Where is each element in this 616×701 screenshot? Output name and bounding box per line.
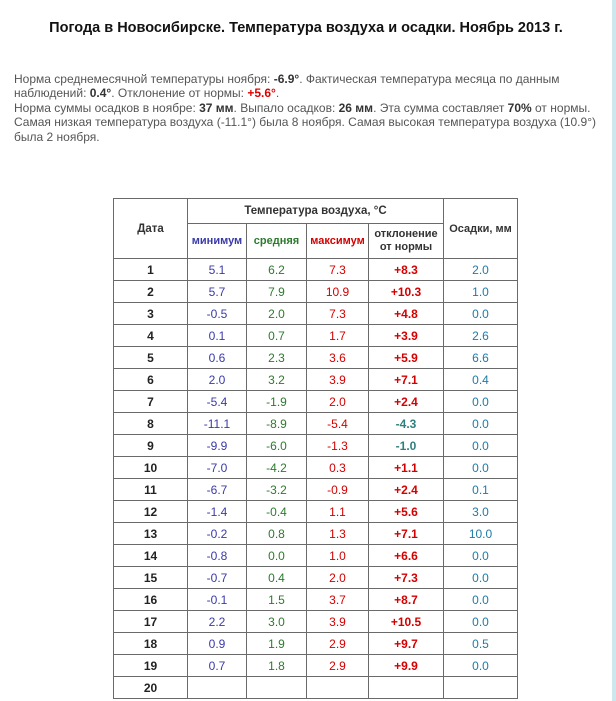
cell-deviation: +10.3 [369, 281, 444, 303]
weather-table [113, 198, 518, 699]
actual-precipitation: 26 мм [338, 100, 374, 115]
summary-text-part: Норма суммы осадков в ноябре: [14, 100, 200, 115]
cell-precipitation: 2.0 [444, 259, 518, 281]
cell-precipitation: 0.1 [444, 479, 518, 501]
cell-deviation: +2.4 [369, 479, 444, 501]
norm-precipitation: 37 мм [199, 100, 234, 115]
cell-deviation: +5.9 [369, 347, 444, 369]
summary-text-part: Норма среднемесячной температуры ноября: [14, 72, 274, 86]
cell-avg: 0.0 [247, 545, 307, 567]
cell-date: 17 [114, 611, 188, 633]
cell-deviation: +8.3 [369, 259, 444, 281]
cell-date: 10 [114, 457, 188, 479]
cell-date: 15 [114, 567, 188, 589]
cell-max: 0.3 [307, 457, 369, 479]
cell-avg: 1.9 [247, 633, 307, 655]
table-row [114, 413, 518, 435]
cell-max: 3.9 [307, 611, 369, 633]
cell-avg: -4.2 [247, 457, 307, 479]
cell-max: -0.9 [307, 479, 369, 501]
page-title: Погода в Новосибирске. Температура воздуха и осадки. Ноябрь 2013 г. [49, 20, 563, 36]
table-row [114, 677, 518, 699]
table-row [114, 567, 518, 589]
cell-min: 0.6 [188, 347, 247, 369]
cell-avg: 3.0 [247, 611, 307, 633]
cell-date: 19 [114, 655, 188, 677]
table-row [114, 369, 518, 391]
cell-max: 3.7 [307, 589, 369, 611]
cell-min: 5.7 [188, 281, 247, 303]
header-temperature: Температура воздуха, °С [188, 199, 444, 224]
summary-text-part: . [275, 86, 280, 101]
cell-date: 11 [114, 479, 188, 501]
cell-min: -0.2 [188, 523, 247, 545]
cell-date: 5 [114, 347, 188, 369]
cell-precipitation: 1.0 [444, 281, 518, 303]
summary-text-part: . Эта сумма составляет [373, 100, 508, 115]
cell-deviation: +2.4 [369, 391, 444, 413]
summary-precipitation [14, 101, 610, 115]
header-deviation: отклонение от нормы [369, 224, 444, 259]
cell-avg: 6.2 [247, 259, 307, 281]
table-row [114, 325, 518, 347]
norm-temperature: -6.9° [273, 72, 300, 86]
cell-avg: 2.3 [247, 347, 307, 369]
cell-precipitation: 0.4 [444, 369, 518, 391]
cell-date: 1 [114, 259, 188, 281]
cell-max: 1.1 [307, 501, 369, 523]
cell-date: 6 [114, 369, 188, 391]
cell-max: 1.7 [307, 325, 369, 347]
cell-precipitation: 0.0 [444, 435, 518, 457]
header-avg: средняя [247, 224, 307, 259]
cell-max: 1.3 [307, 523, 369, 545]
cell-min: 2.0 [188, 369, 247, 391]
cell-max: 2.0 [307, 391, 369, 413]
cell-avg: 1.5 [247, 589, 307, 611]
cell-min: 0.9 [188, 633, 247, 655]
cell-max: 2.9 [307, 655, 369, 677]
cell-max: -1.3 [307, 435, 369, 457]
cell-max: 7.3 [307, 303, 369, 325]
cell-max: 3.9 [307, 369, 369, 391]
table-row [114, 347, 518, 369]
summary-text-part: от нормы. [531, 100, 591, 115]
cell-deviation: +4.8 [369, 303, 444, 325]
cell-max: 1.0 [307, 545, 369, 567]
cell-max: 7.3 [307, 259, 369, 281]
cell-avg: -1.9 [247, 391, 307, 413]
cell-date: 12 [114, 501, 188, 523]
table-row [114, 435, 518, 457]
cell-min: 2.2 [188, 611, 247, 633]
cell-avg: -6.0 [247, 435, 307, 457]
cell-min: -0.7 [188, 567, 247, 589]
cell-min: -0.1 [188, 589, 247, 611]
summary-extremes: Самая низкая температура воздуха (-11.1°) была 8 ноября. Самая высокая температура воздуха (10.9°) была 2 ноября. [14, 115, 596, 144]
cell-precipitation: 0.0 [444, 611, 518, 633]
summary-text-part: . Фактическая температура месяца по данным наблюдений: [14, 72, 560, 101]
table-row [114, 545, 518, 567]
cell-min: 0.1 [188, 325, 247, 347]
table-row [114, 501, 518, 523]
summary-text [14, 72, 610, 144]
cell-precipitation [444, 677, 518, 699]
cell-precipitation: 0.0 [444, 545, 518, 567]
cell-min [188, 677, 247, 699]
cell-min: -1.4 [188, 501, 247, 523]
table-row [114, 391, 518, 413]
cell-min: -0.8 [188, 545, 247, 567]
cell-precipitation: 0.5 [444, 633, 518, 655]
cell-avg [247, 677, 307, 699]
header-date: Дата [114, 199, 188, 259]
cell-deviation: -4.3 [369, 413, 444, 435]
summary-text-part: . Выпало осадков: [233, 100, 339, 115]
cell-date: 13 [114, 523, 188, 545]
summary-text-part: . Отклонение от нормы: [111, 86, 248, 101]
cell-max [307, 677, 369, 699]
cell-avg: 2.0 [247, 303, 307, 325]
cell-date: 14 [114, 545, 188, 567]
cell-deviation: +10.5 [369, 611, 444, 633]
table-row [114, 655, 518, 677]
cell-avg: -8.9 [247, 413, 307, 435]
cell-deviation [369, 677, 444, 699]
cell-avg: -0.4 [247, 501, 307, 523]
actual-temperature: 0.4° [89, 86, 112, 101]
cell-precipitation: 0.0 [444, 655, 518, 677]
cell-precipitation: 0.0 [444, 457, 518, 479]
cell-min: -0.5 [188, 303, 247, 325]
cell-date: 4 [114, 325, 188, 347]
cell-min: -6.7 [188, 479, 247, 501]
cell-max: -5.4 [307, 413, 369, 435]
cell-deviation: +9.7 [369, 633, 444, 655]
cell-precipitation: 0.0 [444, 391, 518, 413]
precipitation-percent: 70% [507, 100, 532, 115]
cell-deviation: +8.7 [369, 589, 444, 611]
cell-date: 2 [114, 281, 188, 303]
cell-date: 20 [114, 677, 188, 699]
cell-avg: 0.8 [247, 523, 307, 545]
header-min: минимум [188, 224, 247, 259]
cell-avg: 1.8 [247, 655, 307, 677]
cell-max: 10.9 [307, 281, 369, 303]
cell-min: -9.9 [188, 435, 247, 457]
cell-deviation: +1.1 [369, 457, 444, 479]
table-row [114, 457, 518, 479]
cell-precipitation: 2.6 [444, 325, 518, 347]
table-row [114, 611, 518, 633]
cell-max: 2.9 [307, 633, 369, 655]
cell-date: 18 [114, 633, 188, 655]
cell-deviation: +3.9 [369, 325, 444, 347]
cell-deviation: +9.9 [369, 655, 444, 677]
cell-precipitation: 6.6 [444, 347, 518, 369]
table-body [114, 259, 518, 699]
cell-avg: 0.7 [247, 325, 307, 347]
table-row [114, 479, 518, 501]
cell-date: 9 [114, 435, 188, 457]
cell-deviation: +7.1 [369, 523, 444, 545]
cell-deviation: +7.1 [369, 369, 444, 391]
cell-date: 7 [114, 391, 188, 413]
cell-precipitation: 0.0 [444, 413, 518, 435]
header-precipitation: Осадки, мм [444, 199, 518, 259]
table-row [114, 259, 518, 281]
cell-precipitation: 10.0 [444, 523, 518, 545]
cell-avg: -3.2 [247, 479, 307, 501]
cell-min: -7.0 [188, 457, 247, 479]
cell-max: 3.6 [307, 347, 369, 369]
cell-deviation: +7.3 [369, 567, 444, 589]
cell-deviation: +6.6 [369, 545, 444, 567]
cell-max: 2.0 [307, 567, 369, 589]
cell-date: 16 [114, 589, 188, 611]
table-row [114, 633, 518, 655]
cell-avg: 7.9 [247, 281, 307, 303]
cell-precipitation: 0.0 [444, 303, 518, 325]
cell-precipitation: 3.0 [444, 501, 518, 523]
table-row [114, 523, 518, 545]
cell-date: 8 [114, 413, 188, 435]
table-row [114, 589, 518, 611]
cell-avg: 3.2 [247, 369, 307, 391]
cell-precipitation: 0.0 [444, 567, 518, 589]
summary-temperature [14, 72, 610, 101]
cell-precipitation: 0.0 [444, 589, 518, 611]
cell-avg: 0.4 [247, 567, 307, 589]
cell-deviation: +5.6 [369, 501, 444, 523]
cell-min: 5.1 [188, 259, 247, 281]
table-row [114, 303, 518, 325]
cell-min: -5.4 [188, 391, 247, 413]
table-row [114, 281, 518, 303]
cell-min: 0.7 [188, 655, 247, 677]
cell-min: -11.1 [188, 413, 247, 435]
temperature-deviation: +5.6° [247, 86, 276, 101]
cell-deviation: -1.0 [369, 435, 444, 457]
cell-date: 3 [114, 303, 188, 325]
header-max: максимум [307, 224, 369, 259]
